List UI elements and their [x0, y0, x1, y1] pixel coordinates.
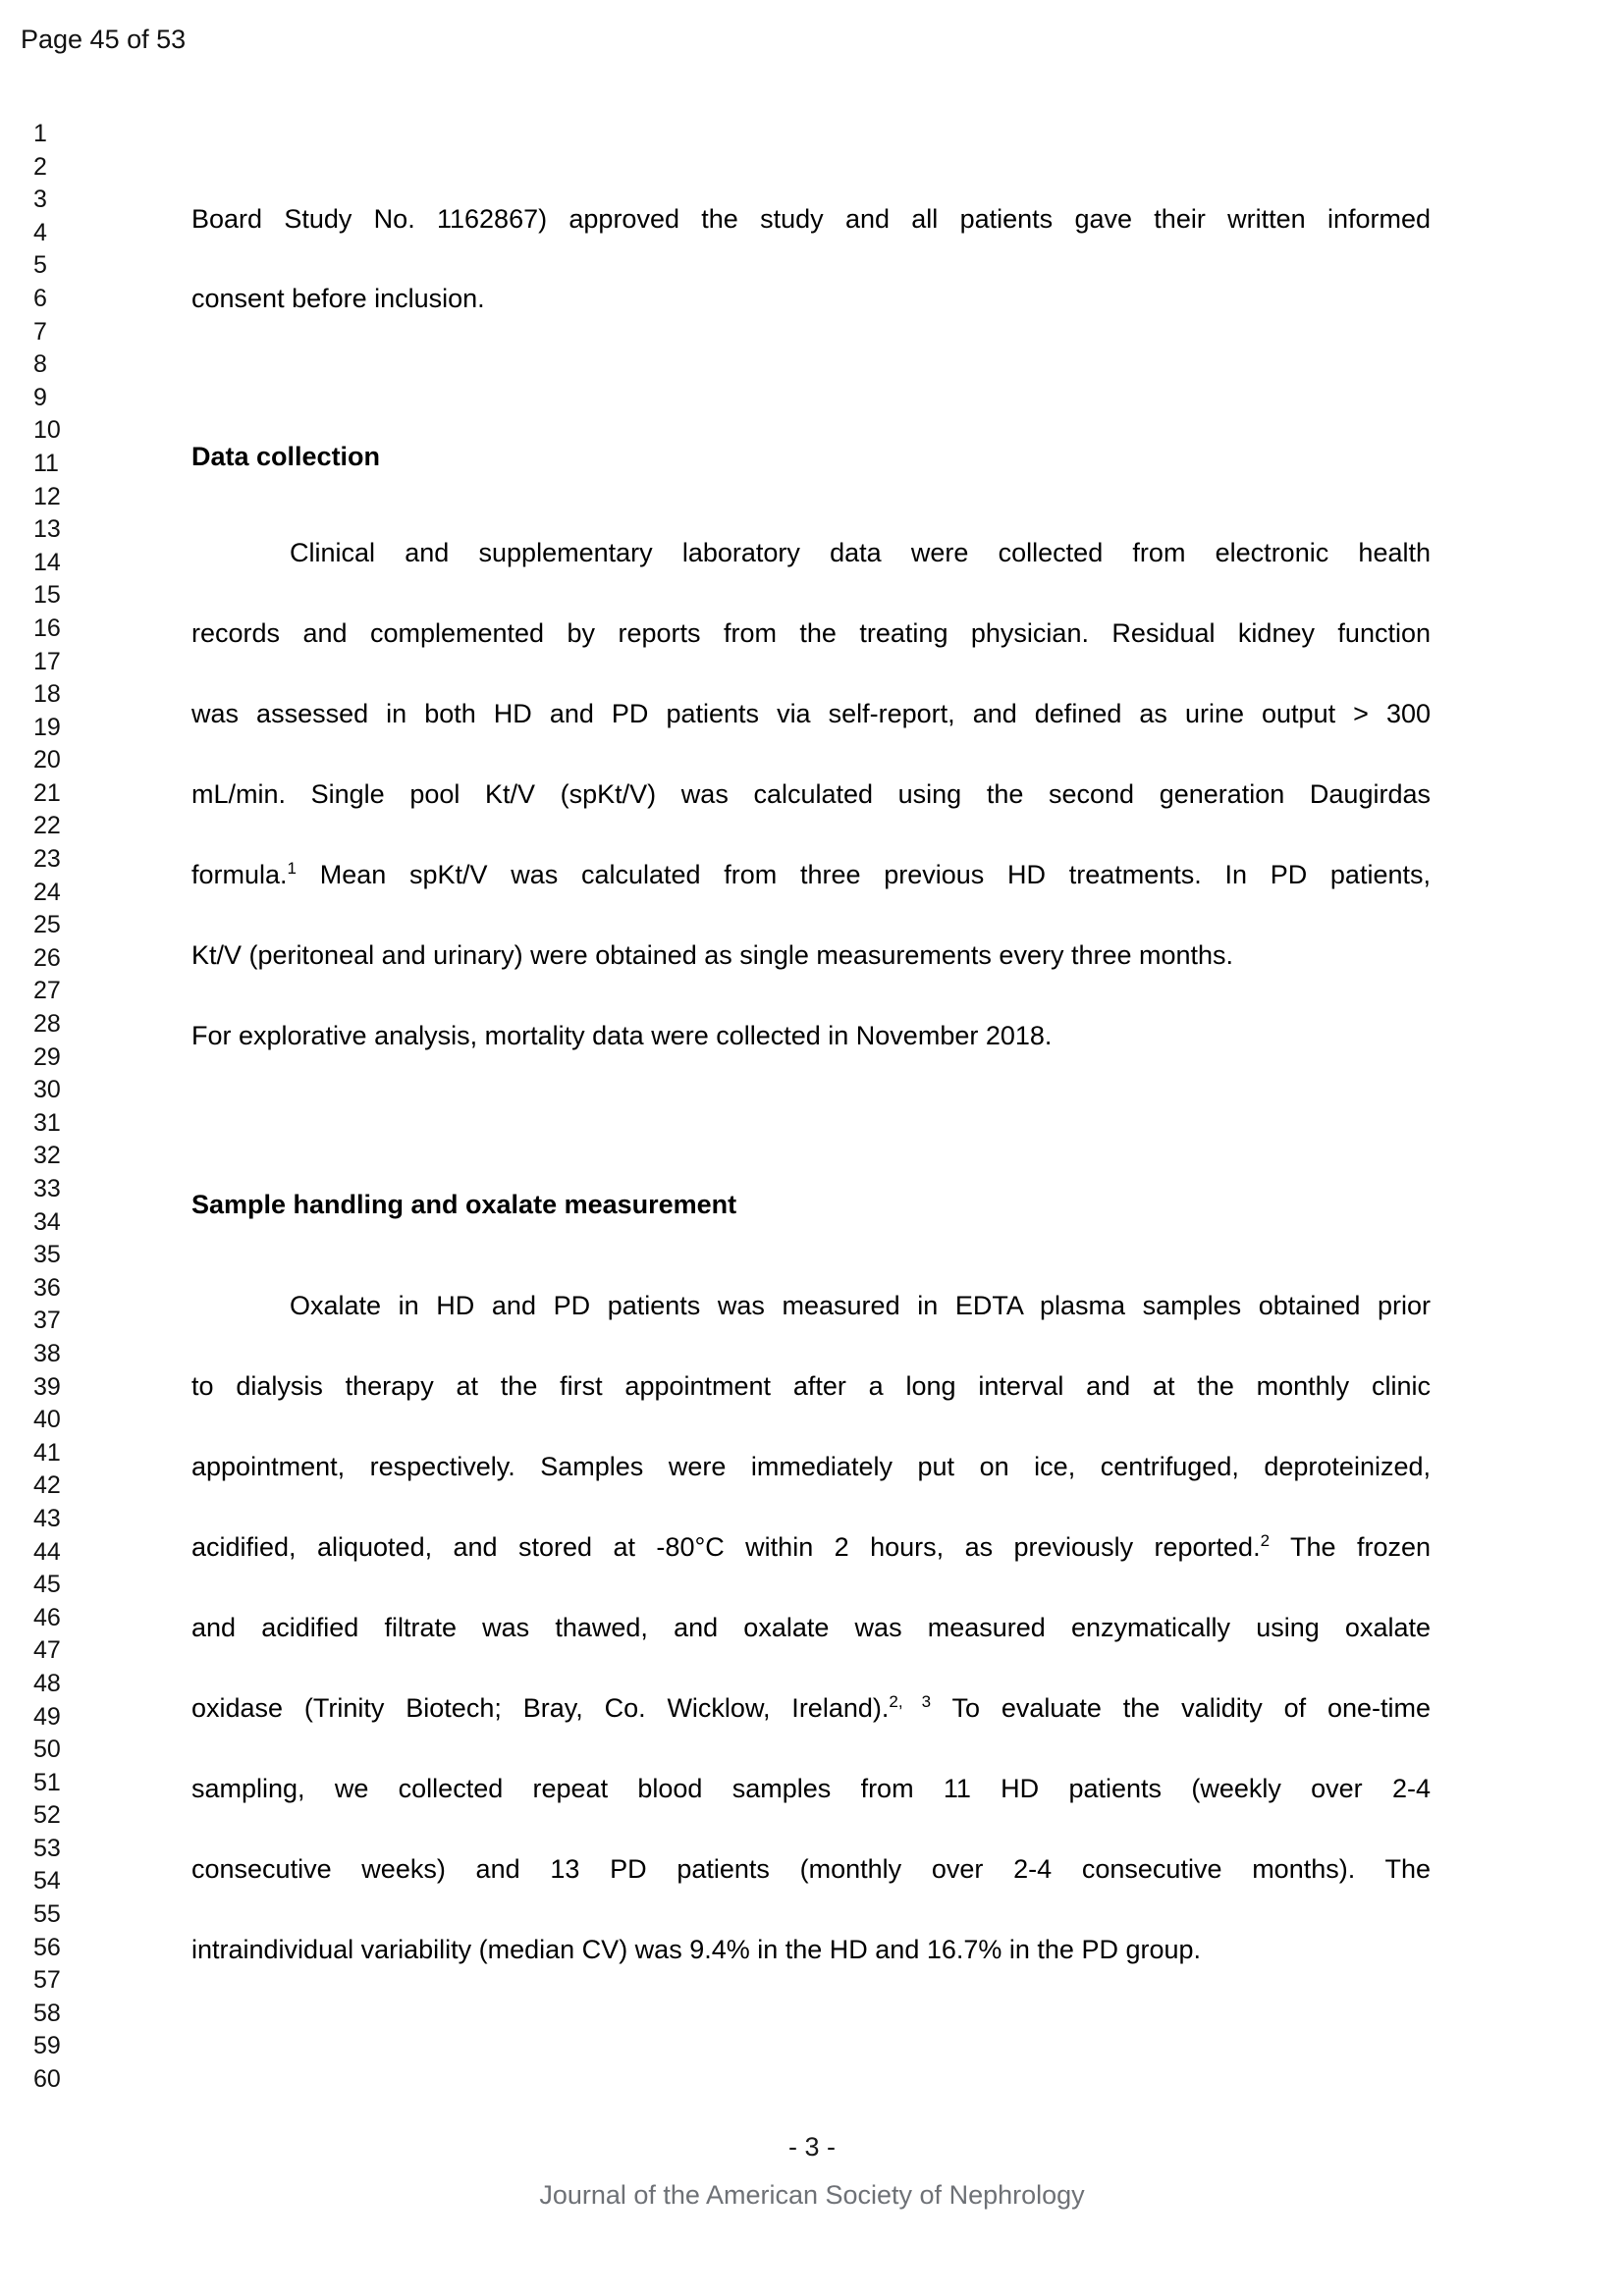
footer-page-number: - 3 - — [787, 2132, 836, 2162]
line-number: 15 — [33, 581, 61, 610]
text-line: consent before inclusion. — [191, 284, 485, 313]
line-number: 17 — [33, 647, 61, 675]
line-number: 46 — [33, 1603, 61, 1631]
line-number: 19 — [33, 713, 61, 741]
text-line: appointment, respectively. Samples were immediately put on ice, centrifuged, deproteinized, — [191, 1452, 1431, 1481]
line-number: 30 — [33, 1076, 61, 1104]
section-heading-sample-handling: Sample handling and oxalate measurement — [191, 1190, 737, 1219]
line-number: 10 — [33, 416, 61, 445]
line-number: 26 — [33, 943, 61, 972]
line-number: 48 — [33, 1669, 61, 1697]
line-number: 11 — [33, 449, 59, 477]
line-number: 21 — [33, 778, 61, 807]
line-number: 5 — [33, 251, 47, 280]
paragraph-sample-handling — [191, 1265, 1431, 1990]
text-line: Clinical and supplementary laboratory data were collected from electronic health — [290, 538, 1431, 567]
text-line: For explorative analysis, mortality data were collected in November 2018. — [191, 1021, 1053, 1050]
line-number: 9 — [33, 383, 47, 411]
line-number: 52 — [33, 1801, 61, 1830]
line-number: 33 — [33, 1175, 61, 1202]
line-number: 58 — [33, 1999, 61, 2027]
line-number: 38 — [33, 1339, 61, 1367]
line-number: 12 — [33, 482, 61, 510]
line-number: 32 — [33, 1142, 61, 1170]
line-number: 8 — [33, 350, 47, 379]
section-heading-data-collection: Data collection — [191, 442, 381, 471]
line-number: 24 — [33, 878, 61, 906]
line-number: 49 — [33, 1702, 61, 1731]
line-number: 18 — [33, 680, 61, 709]
line-number: 41 — [33, 1438, 61, 1467]
line-number: 47 — [33, 1636, 61, 1665]
text-line: to dialysis therapy at the first appointment after a long interval and at the monthly clinic — [191, 1371, 1431, 1401]
line-number: 55 — [33, 1900, 61, 1929]
text-line: and acidified filtrate was thawed, and oxalate was measured enzymatically using oxalate — [191, 1613, 1431, 1642]
text-line: mL/min. Single pool Kt/V (spKt/V) was calculated using the second generation Daugirdas — [191, 779, 1431, 809]
text-line: formula.$^1$ Mean spKt/V was calculated from three previous HD treatments. In PD patients, — [191, 859, 1431, 889]
line-number: 1 — [33, 120, 47, 147]
citation-superscript: 1 — [287, 859, 298, 878]
line-number: 60 — [33, 2065, 61, 2094]
line-number: 31 — [33, 1108, 61, 1137]
text-line: consecutive weeks) and 13 PD patients (monthly over 2-4 consecutive months). The — [191, 1854, 1431, 1884]
text-line: acidified, aliquoted, and stored at -80°C within 2 hours, as previously reported.$^2$ The frozen — [191, 1531, 1431, 1562]
text-line: intraindividual variability (median CV) was 9.4% in the HD and 16.7% in the PD group. — [191, 1935, 1202, 1964]
line-number: 42 — [33, 1471, 61, 1500]
line-number: 22 — [33, 812, 61, 840]
line-number: 34 — [33, 1207, 61, 1236]
citation-superscript: 2 — [1260, 1531, 1271, 1550]
line-number: 23 — [33, 845, 61, 874]
line-number: 50 — [33, 1735, 61, 1764]
line-number: 35 — [33, 1241, 61, 1269]
line-number: 13 — [33, 515, 61, 544]
line-number: 57 — [33, 1966, 61, 1995]
line-number: 59 — [33, 2032, 61, 2060]
citation-superscript: 2, 3 — [889, 1692, 932, 1711]
text-line: Board Study No. 1162867) approved the study and all patients gave their written informed — [191, 204, 1431, 234]
text-line: was assessed in both HD and PD patients via self-report, and defined as urine output > 300 — [191, 699, 1431, 728]
line-number: 45 — [33, 1571, 61, 1599]
line-number: 20 — [33, 746, 61, 774]
line-number: 40 — [33, 1406, 61, 1434]
text-line: sampling, we collected repeat blood samples from 11 HD patients (weekly over 2-4 — [191, 1774, 1431, 1803]
line-number: 3 — [33, 186, 47, 214]
line-number: 28 — [33, 1010, 61, 1039]
line-number: 16 — [33, 614, 61, 642]
line-number: 6 — [33, 284, 47, 312]
line-number: 43 — [33, 1504, 61, 1532]
paragraph-data-collection — [191, 512, 1431, 1076]
line-number: 56 — [33, 1933, 61, 1961]
line-number: 44 — [33, 1537, 61, 1566]
line-number: 51 — [33, 1768, 61, 1796]
line-number: 36 — [33, 1273, 61, 1302]
text-line: oxidase (Trinity Biotech; Bray, Co. Wicklow, Ireland).$^{2, 3}$ To evaluate the validity of one-time — [191, 1692, 1431, 1723]
paragraph-consent — [191, 180, 1431, 339]
line-number: 53 — [33, 1834, 61, 1862]
text-line: Oxalate in HD and PD patients was measured in EDTA plasma samples obtained prior — [290, 1291, 1431, 1320]
page-stamp: Page 45 of 53 — [21, 25, 187, 54]
line-number-gutter — [33, 118, 61, 2097]
text-line: Kt/V (peritoneal and urinary) were obtained as single measurements every three months. — [191, 940, 1234, 970]
line-number: 54 — [33, 1867, 61, 1896]
line-number: 14 — [33, 548, 61, 576]
line-number: 37 — [33, 1307, 61, 1335]
footer-journal-name: Journal of the American Society of Nephrology — [539, 2180, 1085, 2210]
text-line: records and complemented by reports from the treating physician. Residual kidney function — [191, 618, 1431, 648]
line-number: 4 — [33, 218, 47, 246]
line-number: 27 — [33, 977, 61, 1005]
line-number: 39 — [33, 1372, 61, 1401]
line-number: 7 — [33, 317, 47, 346]
line-number: 29 — [33, 1042, 61, 1071]
line-number: 25 — [33, 911, 61, 939]
line-number: 2 — [33, 152, 47, 181]
